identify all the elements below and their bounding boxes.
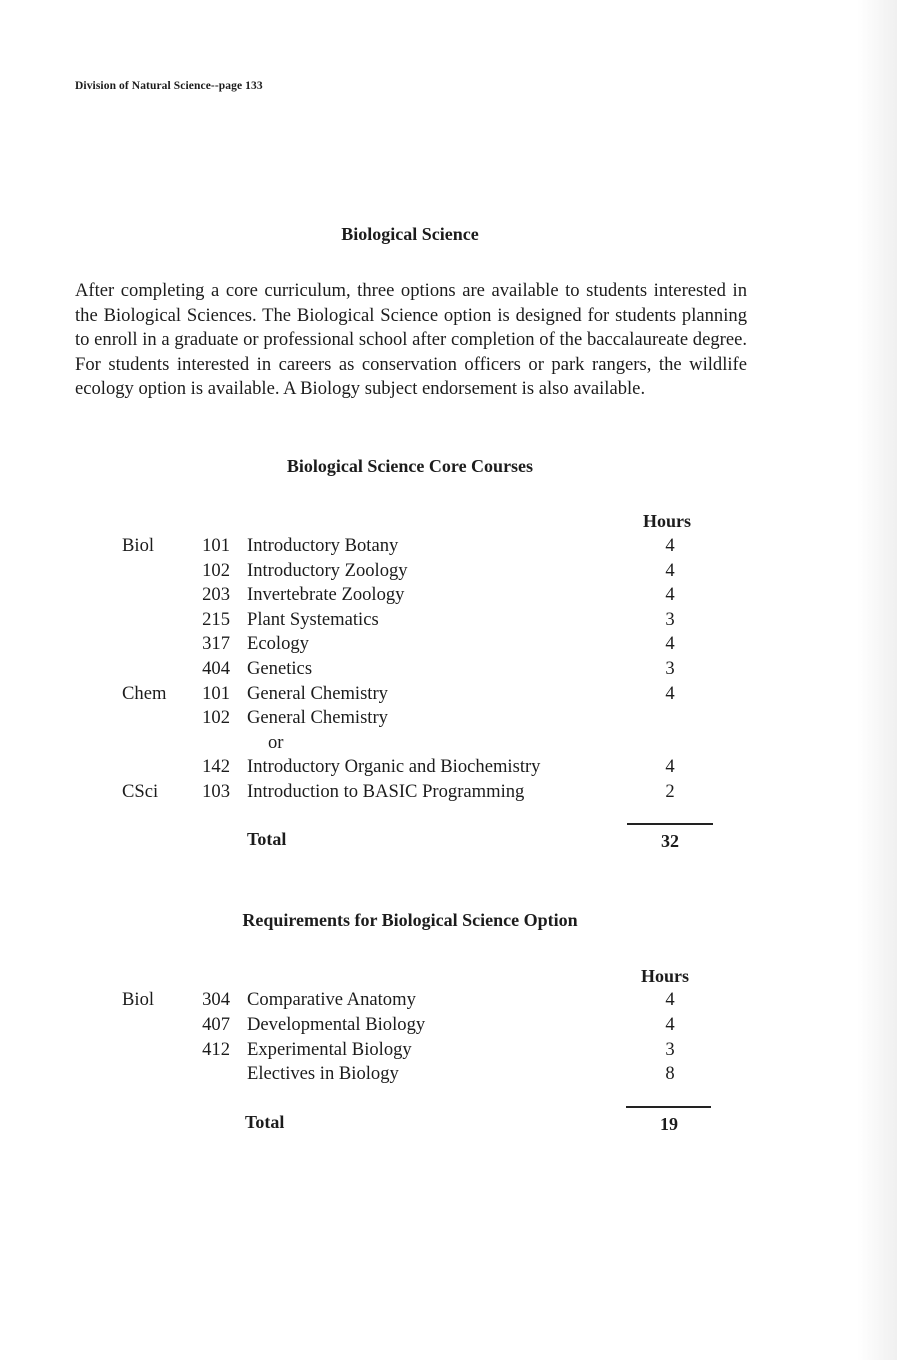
course-hours: 4 — [665, 559, 675, 581]
core-total-rule — [627, 823, 713, 825]
option-hours-header: Hours — [641, 966, 690, 986]
option-total-rule — [626, 1106, 711, 1108]
course-hours: 4 — [665, 756, 675, 778]
course-row — [0, 1013, 897, 1037]
course-number: 317 — [202, 633, 230, 655]
course-row — [0, 632, 897, 656]
course-hours: 4 — [665, 584, 675, 606]
core-courses-heading: Biological Science Core Courses — [286, 456, 534, 476]
course-title: Experimental Biology — [247, 1038, 412, 1060]
core-total-value: 32 — [661, 831, 679, 851]
core-total-label: Total — [247, 829, 287, 849]
option-total-value: 19 — [660, 1114, 678, 1134]
course-title: Introduction to BASIC Programming — [247, 781, 525, 802]
course-number: 412 — [202, 1038, 230, 1060]
course-title: Comparative Anatomy — [247, 989, 416, 1010]
course-row — [0, 780, 897, 804]
page-edge-shadow — [857, 0, 897, 1360]
course-title: Invertebrate Zoology — [247, 584, 405, 606]
course-title: General Chemistry — [247, 707, 388, 729]
course-dept: CSci — [122, 781, 159, 802]
course-row — [0, 988, 897, 1012]
course-title: Introductory Organic and Biochemistry — [247, 756, 541, 778]
running-head: Division of Natural Science--page 133 — [75, 80, 263, 92]
option-heading: Requirements for Biological Science Option — [242, 910, 578, 930]
course-number: 404 — [202, 658, 230, 679]
course-title: or — [268, 731, 284, 753]
course-dept: Biol — [122, 535, 155, 556]
option-total-label: Total — [245, 1112, 285, 1132]
course-row — [0, 1038, 897, 1062]
course-number: 101 — [202, 682, 230, 704]
intro-paragraph: After completing a core curriculum, three options are available to students interested in the Biological Sciences. The Biological Science option is designed for students planning to enroll in a graduate or professional school after completion of the baccalaureate degree. For students interested in careers as conservation officers or park rangers, the wildlife ecology option is available. A Biology subject endorsement is also available. — [75, 280, 747, 399]
course-number: 102 — [202, 707, 230, 729]
course-title: Introductory Zoology — [247, 559, 408, 581]
course-hours: 4 — [665, 989, 675, 1010]
course-number: 304 — [202, 989, 230, 1010]
course-row — [0, 657, 897, 681]
course-title: Ecology — [247, 633, 309, 655]
course-hours: 3 — [665, 608, 675, 630]
course-row — [0, 706, 897, 730]
course-hours: 4 — [665, 633, 675, 655]
course-number: 101 — [202, 535, 230, 556]
course-dept: Chem — [122, 682, 167, 704]
course-hours: 2 — [665, 781, 675, 802]
course-title: Genetics — [247, 658, 313, 679]
course-hours: 4 — [665, 1013, 675, 1035]
course-number: 103 — [202, 781, 230, 802]
course-row — [0, 1062, 897, 1086]
course-hours: 8 — [665, 1063, 675, 1085]
course-row — [0, 682, 897, 706]
course-title: Developmental Biology — [247, 1013, 426, 1035]
course-title: Plant Systematics — [247, 608, 379, 630]
course-row — [0, 608, 897, 632]
course-row — [0, 755, 897, 779]
course-dept: Biol — [122, 989, 155, 1010]
course-title: General Chemistry — [247, 682, 388, 704]
course-hours: 4 — [665, 682, 675, 704]
course-row — [0, 534, 897, 558]
course-hours: 3 — [665, 1038, 675, 1060]
course-number: 203 — [202, 584, 230, 606]
course-hours: 4 — [665, 535, 675, 556]
course-number: 407 — [202, 1013, 230, 1035]
course-number: 215 — [202, 608, 230, 630]
course-row — [0, 559, 897, 583]
course-number: 102 — [202, 559, 230, 581]
page-title: Biological Science — [341, 224, 479, 244]
course-number: 142 — [202, 756, 230, 778]
course-row — [0, 731, 897, 755]
course-title: Electives in Biology — [247, 1063, 399, 1085]
course-title: Introductory Botany — [247, 535, 399, 556]
course-row — [0, 583, 897, 607]
core-hours-header: Hours — [643, 511, 692, 531]
course-hours: 3 — [665, 658, 675, 679]
